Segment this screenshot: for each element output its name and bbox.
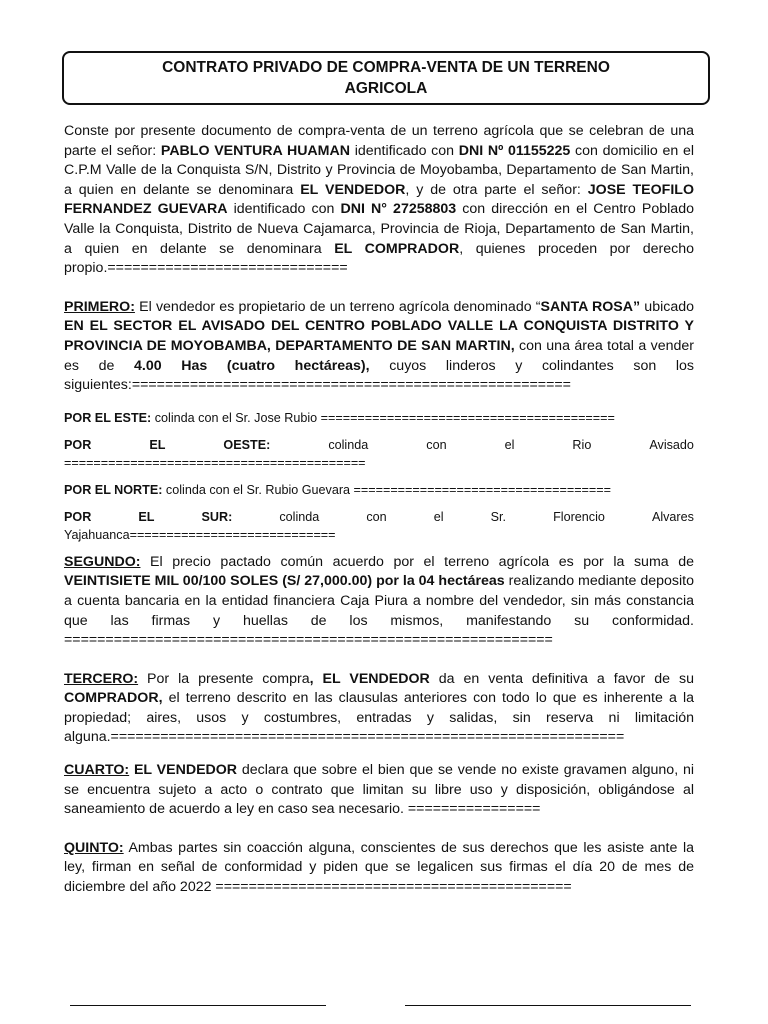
clause-text: El vendedor es propietario de un terreno agrícola denominado “ xyxy=(134,298,541,315)
estate-area: 4.00 Has (cuatro hectáreas), xyxy=(134,357,370,374)
clause-cuarto xyxy=(64,761,694,820)
clause-heading: TERCERO: xyxy=(64,670,139,687)
clause-text: El precio pactado común acuerdo por el terreno agrícola es por la suma de xyxy=(140,553,694,570)
boundary-word: Avisado xyxy=(649,437,694,452)
sale-price: VEINTISIETE MIL 00/100 SOLES (S/ 27,000.00) por la 04 hectáreas xyxy=(64,573,505,590)
clause-segundo xyxy=(64,553,694,651)
location-comma: , xyxy=(510,337,515,354)
clause-quinto xyxy=(64,839,694,898)
clause-text: da en venta definitiva a favor de su xyxy=(429,670,694,687)
buyer-signature-line xyxy=(405,1005,691,1006)
seller-role: , EL VENDEDOR xyxy=(309,670,430,687)
boundary-oeste-line xyxy=(64,436,694,454)
clause-heading: PRIMERO: xyxy=(64,298,135,315)
clause-primero xyxy=(64,298,694,396)
seller-role: EL VENDEDOR xyxy=(129,762,238,779)
boundary-word: SUR: xyxy=(201,509,233,524)
boundary-word: el xyxy=(433,509,444,524)
boundary-word: colinda xyxy=(328,437,369,452)
boundary-norte xyxy=(64,481,694,499)
seller-dni: DNI Nº 01155225 xyxy=(458,142,571,159)
boundary-word: POR xyxy=(64,437,92,452)
boundary-word: Rio xyxy=(572,437,592,452)
boundary-este xyxy=(64,409,694,427)
contract-body xyxy=(64,122,694,898)
intro-text: Conste por presente documento de compra-venta de un terreno agrícola que se celebran de una parte el señor: xyxy=(64,123,694,159)
boundary-word: colinda xyxy=(279,509,320,524)
estate-location: EN EL SECTOR EL AVISADO DEL CENTRO POBLADO VALLE LA CONQUISTA DISTRITO Y PROVINCIA DE MOYOBAMBA, DEPARTAMENTO DE SAN MARTIN xyxy=(64,318,694,354)
boundary-label: POR EL ESTE: xyxy=(64,410,152,425)
seller-role: EL VENDEDOR xyxy=(300,181,406,198)
clause-text: ubicado xyxy=(640,298,695,315)
intro-text: con domicilio en el C.P.M Valle de la Conquista S/N, Distrito y Provincia de Moyobamba, Departamento de San Martin, a quien en delante se denominara xyxy=(64,142,694,198)
estate-name: SANTA ROSA” xyxy=(540,298,641,315)
clause-text: Por la presente compra xyxy=(138,670,310,687)
boundary-word: EL xyxy=(149,437,166,452)
boundary-sur xyxy=(64,508,694,544)
clause-text: el terreno descrito en las clausulas anteriores con todo lo que es inherente a la propiedad; aires, usos y costumbres, entradas y salidas, sin reserva ni limitación alguna.============================================================== xyxy=(64,690,694,746)
intro-text: , y de otra parte el señor: xyxy=(405,181,588,198)
contract-title-line-1: CONTRATO PRIVADO DE COMPRA-VENTA DE UN TERRENO xyxy=(162,59,610,76)
buyer-role: COMPRADOR, xyxy=(64,690,163,707)
boundary-sur-line-2: Yajahuanca============================ xyxy=(64,527,336,542)
boundary-word: con xyxy=(366,509,387,524)
intro-text: identificado con xyxy=(227,201,341,218)
boundary-word: el xyxy=(504,437,515,452)
boundary-sur-line xyxy=(64,508,694,526)
clause-heading: QUINTO: xyxy=(64,839,124,856)
boundary-word: EL xyxy=(138,509,155,524)
clause-text: realizando mediante deposito a cuenta bancaria en la entidad financiera Caja Piura a nombre del vendedor, sin más constancia que las firmas y huellas de los mismos, manifestando su conformidad. =========================================================== xyxy=(64,573,695,649)
boundary-word: Alvares xyxy=(651,509,694,524)
clause-text: con una área total a vender es de xyxy=(64,337,694,374)
contract-title-box xyxy=(62,51,710,105)
clause-text: Ambas partes sin coacción alguna, conscientes de sus derechos que les asiste ante la ley, firman en señal de conformidad y piden que se legalicen sus firmas el día 20 de mes de diciembre del año 2022 =========================================== xyxy=(64,839,694,896)
clause-text: cuyos linderos y colindantes son los siguientes:===================================================== xyxy=(64,357,694,394)
boundary-text: colinda con el Sr. Rubio Guevara =================================== xyxy=(162,482,611,497)
boundary-word: con xyxy=(426,437,447,452)
boundary-text: colinda con el Sr. Jose Rubio ======================================== xyxy=(151,410,615,425)
contract-title-line-2: AGRICOLA xyxy=(344,80,428,97)
boundary-label: POR EL NORTE: xyxy=(64,482,163,497)
boundary-word: Florencio xyxy=(553,509,605,524)
seller-name: PABLO VENTURA HUAMAN xyxy=(160,142,350,159)
boundary-oeste-line-2: ========================================= xyxy=(64,455,366,470)
intro-text: , quienes proceden por derecho propio.============================= xyxy=(64,240,695,277)
clause-tercero xyxy=(64,670,694,748)
buyer-dni: DNI N° 27258803 xyxy=(340,201,457,218)
buyer-role: EL COMPRADOR xyxy=(334,240,460,257)
clause-heading: CUARTO: xyxy=(64,762,130,779)
boundary-word: OESTE: xyxy=(223,437,271,452)
intro-paragraph xyxy=(64,122,694,279)
seller-signature-line xyxy=(70,1005,326,1006)
boundary-word: Sr. xyxy=(490,509,507,524)
clause-heading: SEGUNDO: xyxy=(64,553,141,570)
clause-text: declara que sobre el bien que se vende no existe gravamen alguno, ni se encuentra sujeto a acto o contrato que limitan su libre uso y disposición, obligándose al saneamiento de acuerdo a ley en caso sea necesario. ================ xyxy=(64,762,694,818)
boundary-oeste xyxy=(64,436,694,472)
buyer-name: JOSE TEOFILO FERNANDEZ GUEVARA xyxy=(64,181,694,218)
intro-text: con dirección en el Centro Poblado Valle la Conquista, Distrito de Nueva Cajamarca, Provincia de Rioja, Departamento de San Martin, a quien en delante se denominara xyxy=(64,201,694,257)
intro-text: identificado con xyxy=(350,142,459,159)
boundary-word: POR xyxy=(64,509,92,524)
